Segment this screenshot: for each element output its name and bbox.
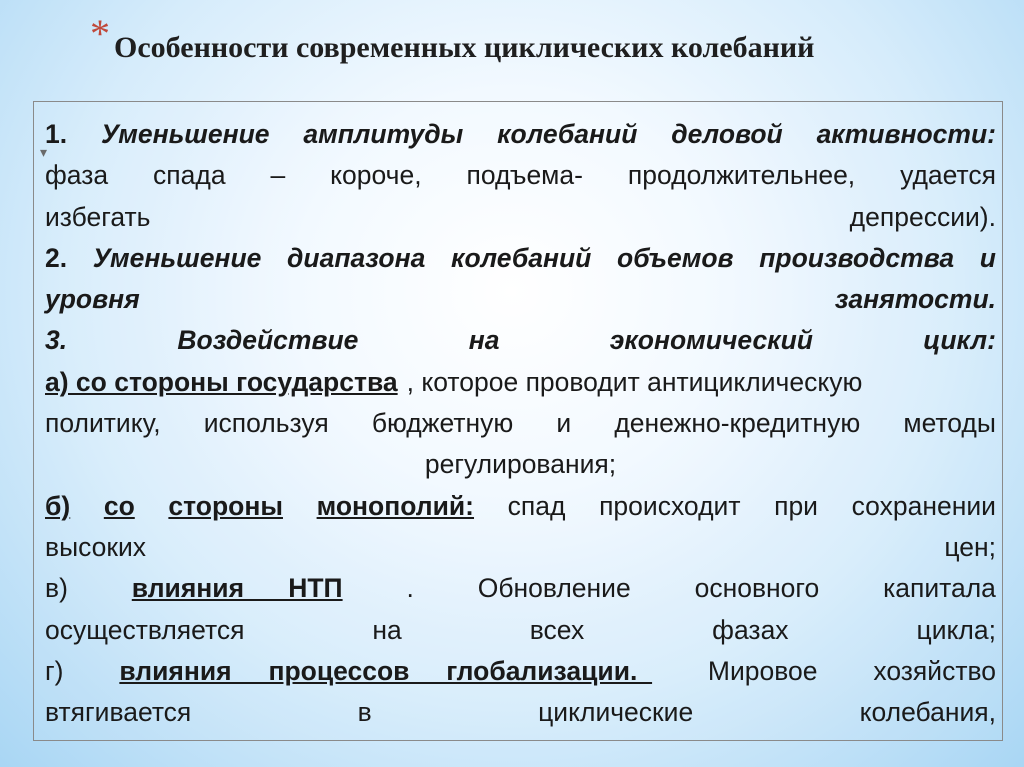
resize-handle-icon: ▾ xyxy=(40,144,48,160)
text-line xyxy=(45,320,996,361)
text-segment: капитала xyxy=(883,573,996,604)
text-segment: происходит xyxy=(599,490,741,521)
text-segment: подъема- xyxy=(466,160,583,191)
text-segment: циклические xyxy=(538,697,694,728)
text-line xyxy=(45,238,996,279)
text-line xyxy=(45,114,996,155)
text-segment: всех xyxy=(529,614,585,645)
text-line xyxy=(45,527,996,568)
text-segment: при xyxy=(774,490,818,521)
text-segment: деловой xyxy=(671,119,783,149)
text-segment: активности: xyxy=(816,119,996,149)
text-segment: хозяйство xyxy=(873,655,996,686)
text-segment: Мировое xyxy=(707,655,818,686)
text-segment: удается xyxy=(900,160,996,191)
text-segment: , которое проводит антициклическую xyxy=(406,366,863,397)
text-segment: используя xyxy=(203,408,329,439)
text-segment: и xyxy=(979,242,996,273)
text-line xyxy=(45,155,996,196)
slide-title: Особенности современных циклических колебаний xyxy=(114,31,815,64)
text-segment: спада xyxy=(153,160,226,191)
text-segment: короче, xyxy=(330,160,422,191)
text-segment: депрессии). xyxy=(849,201,996,232)
text-line xyxy=(45,568,996,609)
text-segment: регулирования; xyxy=(424,449,617,480)
text-segment: фазах xyxy=(712,614,789,645)
text-line xyxy=(45,610,996,651)
text-segment: основного xyxy=(694,573,820,604)
text-segment: избегать xyxy=(45,201,151,232)
text-segment: колебания, xyxy=(859,697,996,728)
text-segment: политику, xyxy=(45,408,161,439)
text-segment: 3. xyxy=(45,325,68,356)
text-line xyxy=(45,362,996,403)
text-segment: стороны xyxy=(168,490,283,521)
text-segment: на xyxy=(468,325,500,356)
text-line xyxy=(45,692,996,733)
text-segment: со xyxy=(103,490,135,521)
text-segment: уровня xyxy=(45,284,140,315)
text-segment: колебаний xyxy=(451,242,592,273)
text-segment: экономический xyxy=(609,325,813,356)
text-segment: цен; xyxy=(944,531,996,562)
text-segment: Уменьшение xyxy=(100,119,270,149)
text-segment: цикл: xyxy=(923,325,996,356)
text-segment: спад xyxy=(507,490,566,521)
text-segment: фаза xyxy=(45,160,109,191)
title-bullet-asterisk: * xyxy=(90,11,110,56)
text-segment: высоких xyxy=(45,531,147,562)
text-segment: производства xyxy=(759,242,955,273)
slide-body-text xyxy=(45,114,996,733)
text-segment: сохранении xyxy=(851,490,996,521)
text-segment: продолжительнее, xyxy=(627,160,856,191)
text-line xyxy=(45,279,996,320)
text-segment: 2. xyxy=(45,242,68,273)
text-line xyxy=(45,444,996,485)
text-line xyxy=(45,197,996,238)
text-segment: в xyxy=(357,697,372,728)
text-segment: влияния процессов глобализации. xyxy=(119,655,653,686)
text-segment: занятости. xyxy=(834,284,996,315)
text-segment: колебаний xyxy=(497,119,638,149)
text-segment: методы xyxy=(903,408,996,439)
text-segment: втягивается xyxy=(45,697,192,728)
text-segment: г) xyxy=(45,655,64,686)
text-segment: Обновление xyxy=(477,573,631,604)
text-segment: диапазона xyxy=(287,242,426,273)
text-segment: денежно-кредитную xyxy=(614,408,861,439)
text-segment: и xyxy=(556,408,572,439)
text-line xyxy=(45,651,996,692)
text-segment: влияния НТП xyxy=(131,573,343,604)
text-segment: – xyxy=(270,160,286,191)
text-segment: . xyxy=(406,573,414,604)
text-segment: Уменьшение xyxy=(92,242,262,273)
text-segment: 1. xyxy=(45,119,68,149)
text-line xyxy=(45,403,996,444)
text-segment: бюджетную xyxy=(371,408,514,439)
text-line xyxy=(45,486,996,527)
text-segment: амплитуды xyxy=(303,119,464,149)
text-segment: в) xyxy=(45,573,68,604)
text-segment: цикла; xyxy=(916,614,996,645)
text-segment: б) xyxy=(45,490,71,521)
text-segment: Воздействие xyxy=(177,325,359,356)
text-segment: осуществляется xyxy=(45,614,245,645)
text-segment: объемов xyxy=(617,242,734,273)
text-segment: а) со стороны государства xyxy=(45,366,398,397)
text-segment: на xyxy=(372,614,402,645)
text-segment: монополий: xyxy=(316,490,475,521)
